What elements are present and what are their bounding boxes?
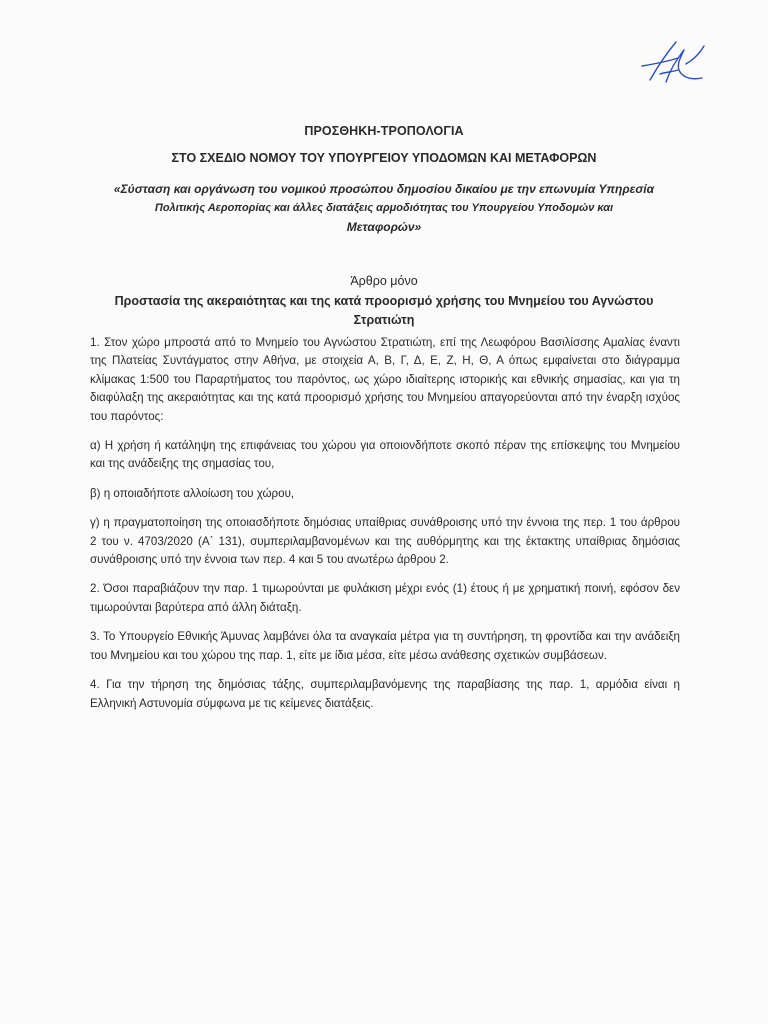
- paragraph-1a: α) Η χρήση ή κατάληψη της επιφάνειας του χώρου για οποιονδήποτε σκοπό πέραν της επίσκεψης του Μνημείου και της ανάδειξης της σημασίας του,: [90, 439, 680, 471]
- article-title: Άρθρο μόνο: [350, 274, 418, 288]
- paragraph-4: 4. Για την τήρηση της δημόσιας τάξης, συμπεριλαμβανόμενης της παραβίασης της παρ. 1, αρμόδια είναι η Ελληνική Αστυνομία σύμφωνα με τις κείμενες διατάξεις.: [90, 678, 680, 710]
- paragraph-2: 2. Όσοι παραβιάζουν την παρ. 1 τιμωρούνται με φυλάκιση μέχρι ενός (1) έτους ή με χρηματική ποινή, εφόσον δεν τιμωρούνται βαρύτερα από άλλη διάταξη.: [90, 582, 680, 614]
- article-subtitle-line-2: Στρατιώτη: [353, 313, 415, 327]
- bill-title-line-1: «Σύσταση και οργάνωση του νομικού προσώπου δημοσίου δικαίου με την επωνυμία Υπηρεσία: [113, 182, 655, 196]
- document-heading: ΠΡΟΣΘΗΚΗ-ΤΡΟΠΟΛΟΓΙΑ: [304, 124, 464, 138]
- signature-icon: [636, 36, 716, 96]
- article-body: [90, 334, 680, 724]
- paragraph-1c: γ) η πραγματοποίηση της οποιασδήποτε δημόσιας υπαίθριας συνάθροισης υπό την έννοια της περ. 1 του άρθρου 2 του ν. 4703/2020 (Α΄ 131), συμπεριλαμβανομένων και της αυθόρμητης και της έκτακτης υπαίθριας δημόσιας συνάθροισης υπό την έννοια των περ. 4 και 5 του ανωτέρω άρθρου 2.: [90, 516, 680, 567]
- bill-title-line-2: Πολιτικής Αεροπορίας και άλλες διατάξεις αρμοδιότητας του Υπουργείου Υποδομών και: [154, 202, 614, 214]
- bill-title-line-3: Μεταφορών»: [346, 220, 422, 234]
- paragraph-1b: β) η οποιαδήποτε αλλοίωση του χώρου,: [90, 486, 295, 500]
- paragraph-3: 3. Το Υπουργείο Εθνικής Άμυνας λαμβάνει όλα τα αναγκαία μέτρα για τη συντήρηση, τη φροντίδα και την ανάδειξη του Μνημείου και του χώρου της παρ. 1, είτε με ίδια μέσα, είτε μέσω ανάθεσης σχετικών συμβάσεων.: [90, 630, 680, 662]
- article-subtitle: [80, 292, 688, 330]
- bill-title: [80, 180, 688, 237]
- paragraph-1: 1. Στον χώρο μπροστά από το Μνημείο του Αγνώστου Στρατιώτη, επί της Λεωφόρου Βασιλίσσης Αμαλίας έναντι της Πλατείας Συντάγματος στην Αθήνα, με στοιχεία Α, Β, Γ, Δ, Ε, Ζ, Η, Θ, Α όπως εμφαίνεται στο διάγραμμα κλίμακας 1:500 του Παραρτήματος του παρόντος, ως χώρο ιδιαίτερης ιστορικής και εθνικής σημασίας, και για τη διαφύλαξη της ακεραιότητας και της κατά προορισμό χρήσης του Μνημείου απαγορεύονται από την έναρξη ισχύος του παρόντος:: [90, 336, 680, 423]
- document-subheading: ΣΤΟ ΣΧΕΔΙΟ ΝΟΜΟΥ ΤΟΥ ΥΠΟΥΡΓΕΙΟΥ ΥΠΟΔΟΜΩΝ ΚΑΙ ΜΕΤΑΦΟΡΩΝ: [171, 151, 597, 165]
- article-subtitle-line-1: Προστασία της ακεραιότητας και της κατά προορισμό χρήσης του Μνημείου του Αγνώστου: [114, 294, 654, 308]
